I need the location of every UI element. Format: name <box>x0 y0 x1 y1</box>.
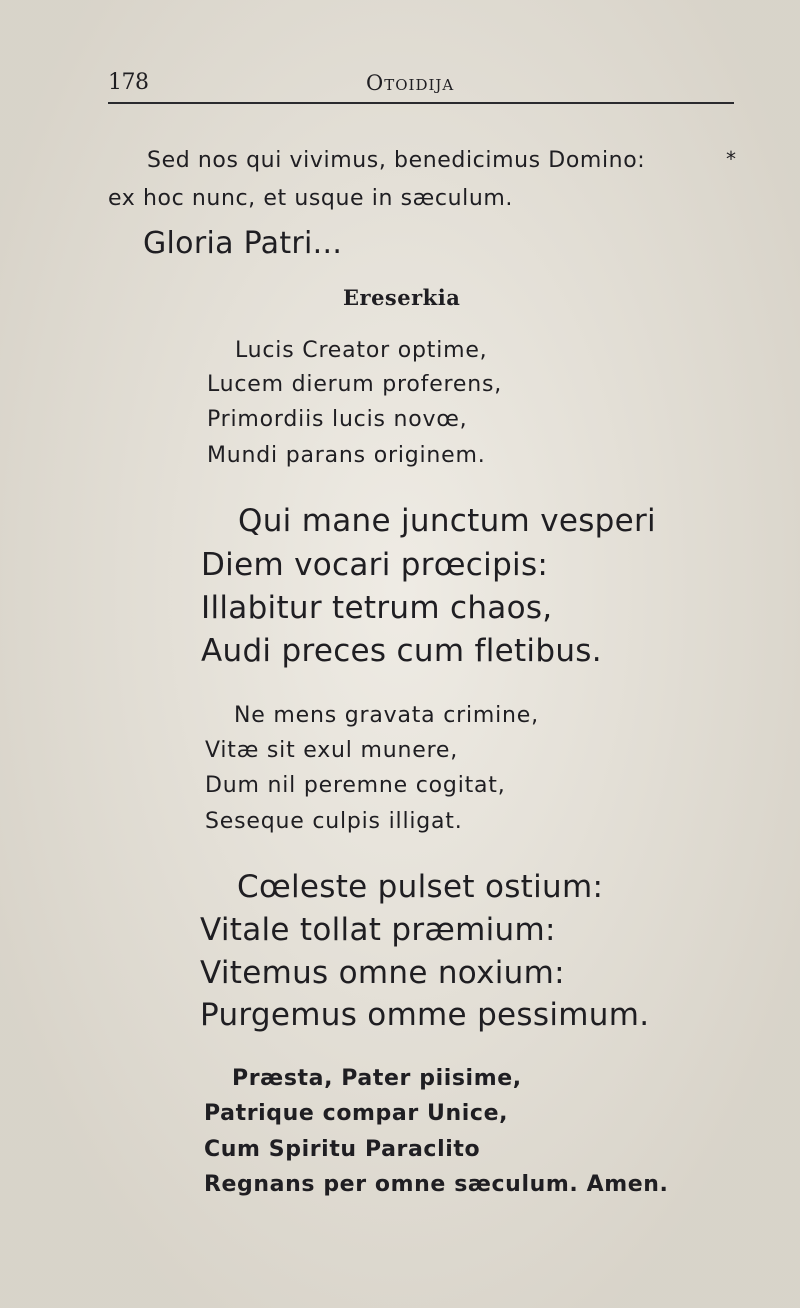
verse-line: Ne mens gravata crimine, <box>234 703 539 728</box>
page-header <box>108 70 734 104</box>
verse-line: Vitale tollat præmium: <box>200 912 556 948</box>
verse-line: Mundi parans originem. <box>207 443 486 468</box>
verse-line: Præsta, Pater piisime, <box>232 1066 522 1091</box>
gloria-line: Gloria Patri... <box>143 226 343 261</box>
verse-line: Lucis Creator optime, <box>235 338 488 363</box>
intro-line-1: Sed nos qui vivimus, benedicimus Domino: <box>147 148 646 173</box>
verse-line: Vitemus omne noxium: <box>200 955 565 991</box>
asterisk-mark: * <box>726 147 736 171</box>
verse-line: Diem vocari prœcipis: <box>201 547 549 583</box>
header-rule <box>108 102 734 104</box>
verse-line: Illabitur tetrum chaos, <box>201 590 553 626</box>
intro-line-2: ex hoc nunc, et usque in sæculum. <box>108 186 513 211</box>
verse-line: Patrique compar Unice, <box>204 1101 509 1126</box>
verse-line: Cum Spiritu Paraclito <box>204 1137 481 1162</box>
running-title: Otoidija <box>366 71 455 95</box>
verse-line: Qui mane junctum vesperi <box>238 503 656 539</box>
verse-line: Purgemus omme pessimum. <box>200 997 650 1033</box>
verse-line: Dum nil peremne cogitat, <box>205 773 506 798</box>
verse-line: Primordiis lucis novœ, <box>207 407 468 432</box>
verse-line: Vitæ sit exul munere, <box>205 738 459 763</box>
verse-line: Regnans per omne sæculum. Amen. <box>204 1172 669 1197</box>
verse-line: Cœleste pulset ostium: <box>237 869 604 905</box>
verse-line: Seseque culpis illigat. <box>205 809 463 834</box>
page-number: 178 <box>108 70 149 95</box>
section-heading: Ereserkia <box>343 285 461 310</box>
verse-line: Audi preces cum fletibus. <box>201 633 602 669</box>
verse-line: Lucem dierum proferens, <box>207 372 503 397</box>
